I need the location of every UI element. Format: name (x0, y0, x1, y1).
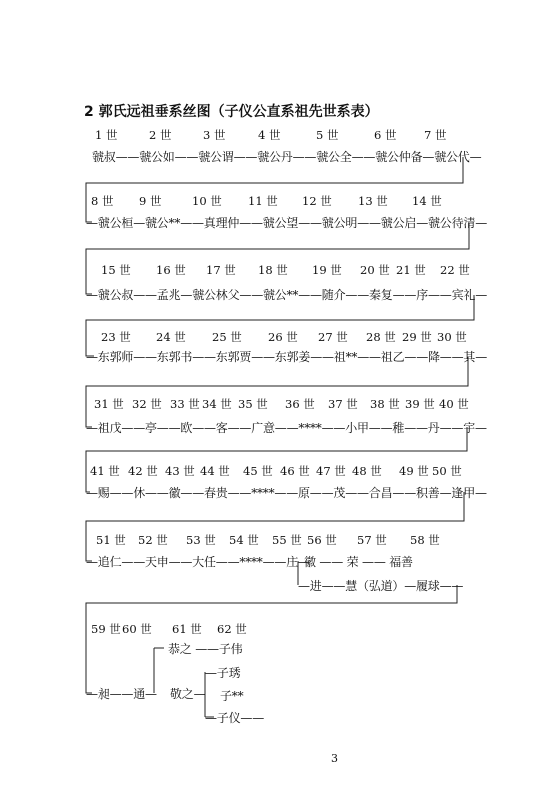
gen-label: 4 世 (258, 128, 281, 142)
gen-label: 53 世 (186, 533, 216, 547)
lineage-line: 子** (220, 689, 244, 703)
gen-label: 21 世 (396, 263, 426, 277)
gen-label: 13 世 (358, 194, 388, 208)
lineage-line: —祖戊——亭——欧——客——广意——****——小甲——稚——丹——宇— (86, 421, 487, 435)
gen-label: 43 世 (165, 464, 195, 478)
gen-label: 29 世 (402, 330, 432, 344)
lineage-line: —子琇 (205, 666, 241, 680)
gen-label: 42 世 (128, 464, 158, 478)
gen-label: 1 世 (95, 128, 118, 142)
gen-label: 41 世 (90, 464, 120, 478)
gen-label: 62 世 (217, 622, 247, 636)
gen-label: 18 世 (258, 263, 288, 277)
lineage-line: —追仁——天申——大任——****——庄— (86, 555, 310, 569)
lineage-line: 敬之— (170, 687, 206, 701)
gen-label: 55 世 (272, 533, 302, 547)
gen-label: 34 世 (202, 397, 232, 411)
gen-label: 20 世 (360, 263, 390, 277)
gen-label: 46 世 (280, 464, 310, 478)
gen-label: 3 世 (203, 128, 226, 142)
gen-label: 10 世 (192, 194, 222, 208)
gen-label: 31 世 (94, 397, 124, 411)
gen-label: 59 世 (91, 622, 121, 636)
gen-label: 9 世 (139, 194, 162, 208)
gen-label: 36 世 (285, 397, 315, 411)
gen-label: 44 世 (200, 464, 230, 478)
gen-label: 14 世 (412, 194, 442, 208)
lineage-line: —虢公桓—虢公**——真理仲——虢公望——虢公明——虢公启—虢公待清— (86, 216, 488, 230)
gen-label: 40 世 (439, 397, 469, 411)
gen-label: 25 世 (212, 330, 242, 344)
gen-label: 28 世 (366, 330, 396, 344)
gen-label: 19 世 (312, 263, 342, 277)
gen-label: 6 世 (374, 128, 397, 142)
gen-label: 30 世 (437, 330, 467, 344)
gen-label: 2 世 (149, 128, 172, 142)
gen-label: 39 世 (405, 397, 435, 411)
lineage-line: —虢公叔——孟兆—虢公林父——虢公**——随介——秦复——序——宾礼— (86, 288, 488, 302)
lineage-line: —赐——休——徽——春贵——****——原——茂——合昌——积善—逢甲— (86, 486, 487, 500)
gen-label: 38 世 (370, 397, 400, 411)
gen-label: 57 世 (357, 533, 387, 547)
lineage-line: —东郭师——东郭书——东郭贾——东郭姜——祖**——祖乙——降——其— (86, 350, 488, 364)
gen-label: 48 世 (352, 464, 382, 478)
gen-label: 49 世 (399, 464, 429, 478)
gen-label: 16 世 (156, 263, 186, 277)
gen-label: 17 世 (206, 263, 236, 277)
lineage-line: 虢叔——虢公如——虢公谓——虢公丹——虢公全——虢公仲备—虢公代— (92, 150, 482, 164)
gen-label: 27 世 (318, 330, 348, 344)
lineage-line: 徽 —— 荣 —— 福善 (304, 555, 413, 569)
gen-label: 56 世 (307, 533, 337, 547)
lineage-line: —昶——通— (86, 687, 157, 701)
lineage-line: —进——慧（弘道）—履球—— (298, 579, 464, 593)
gen-label: 32 世 (132, 397, 162, 411)
gen-label: 8 世 (91, 194, 114, 208)
gen-label: 22 世 (440, 263, 470, 277)
gen-label: 12 世 (302, 194, 332, 208)
gen-label: 51 世 (96, 533, 126, 547)
gen-label: 60 世 (122, 622, 152, 636)
gen-label: 58 世 (410, 533, 440, 547)
gen-label: 15 世 (101, 263, 131, 277)
gen-label: 45 世 (243, 464, 273, 478)
gen-label: 24 世 (156, 330, 186, 344)
gen-label: 47 世 (316, 464, 346, 478)
gen-label: 33 世 (170, 397, 200, 411)
gen-label: 7 世 (424, 128, 447, 142)
gen-label: 26 世 (268, 330, 298, 344)
lineage-line: —子仪—— (205, 711, 265, 725)
gen-label: 52 世 (138, 533, 168, 547)
gen-label: 23 世 (101, 330, 131, 344)
gen-label: 50 世 (432, 464, 462, 478)
page-title: 2 郭氏远祖垂系丝图（子仪公直系祖先世系表） (84, 104, 379, 120)
gen-label: 37 世 (328, 397, 358, 411)
gen-label: 5 世 (316, 128, 339, 142)
lineage-line: 恭之 ——子伟 (168, 642, 243, 656)
gen-label: 61 世 (172, 622, 202, 636)
gen-label: 11 世 (248, 194, 278, 208)
gen-label: 35 世 (238, 397, 268, 411)
page-number: 3 (331, 752, 338, 765)
gen-label: 54 世 (229, 533, 259, 547)
